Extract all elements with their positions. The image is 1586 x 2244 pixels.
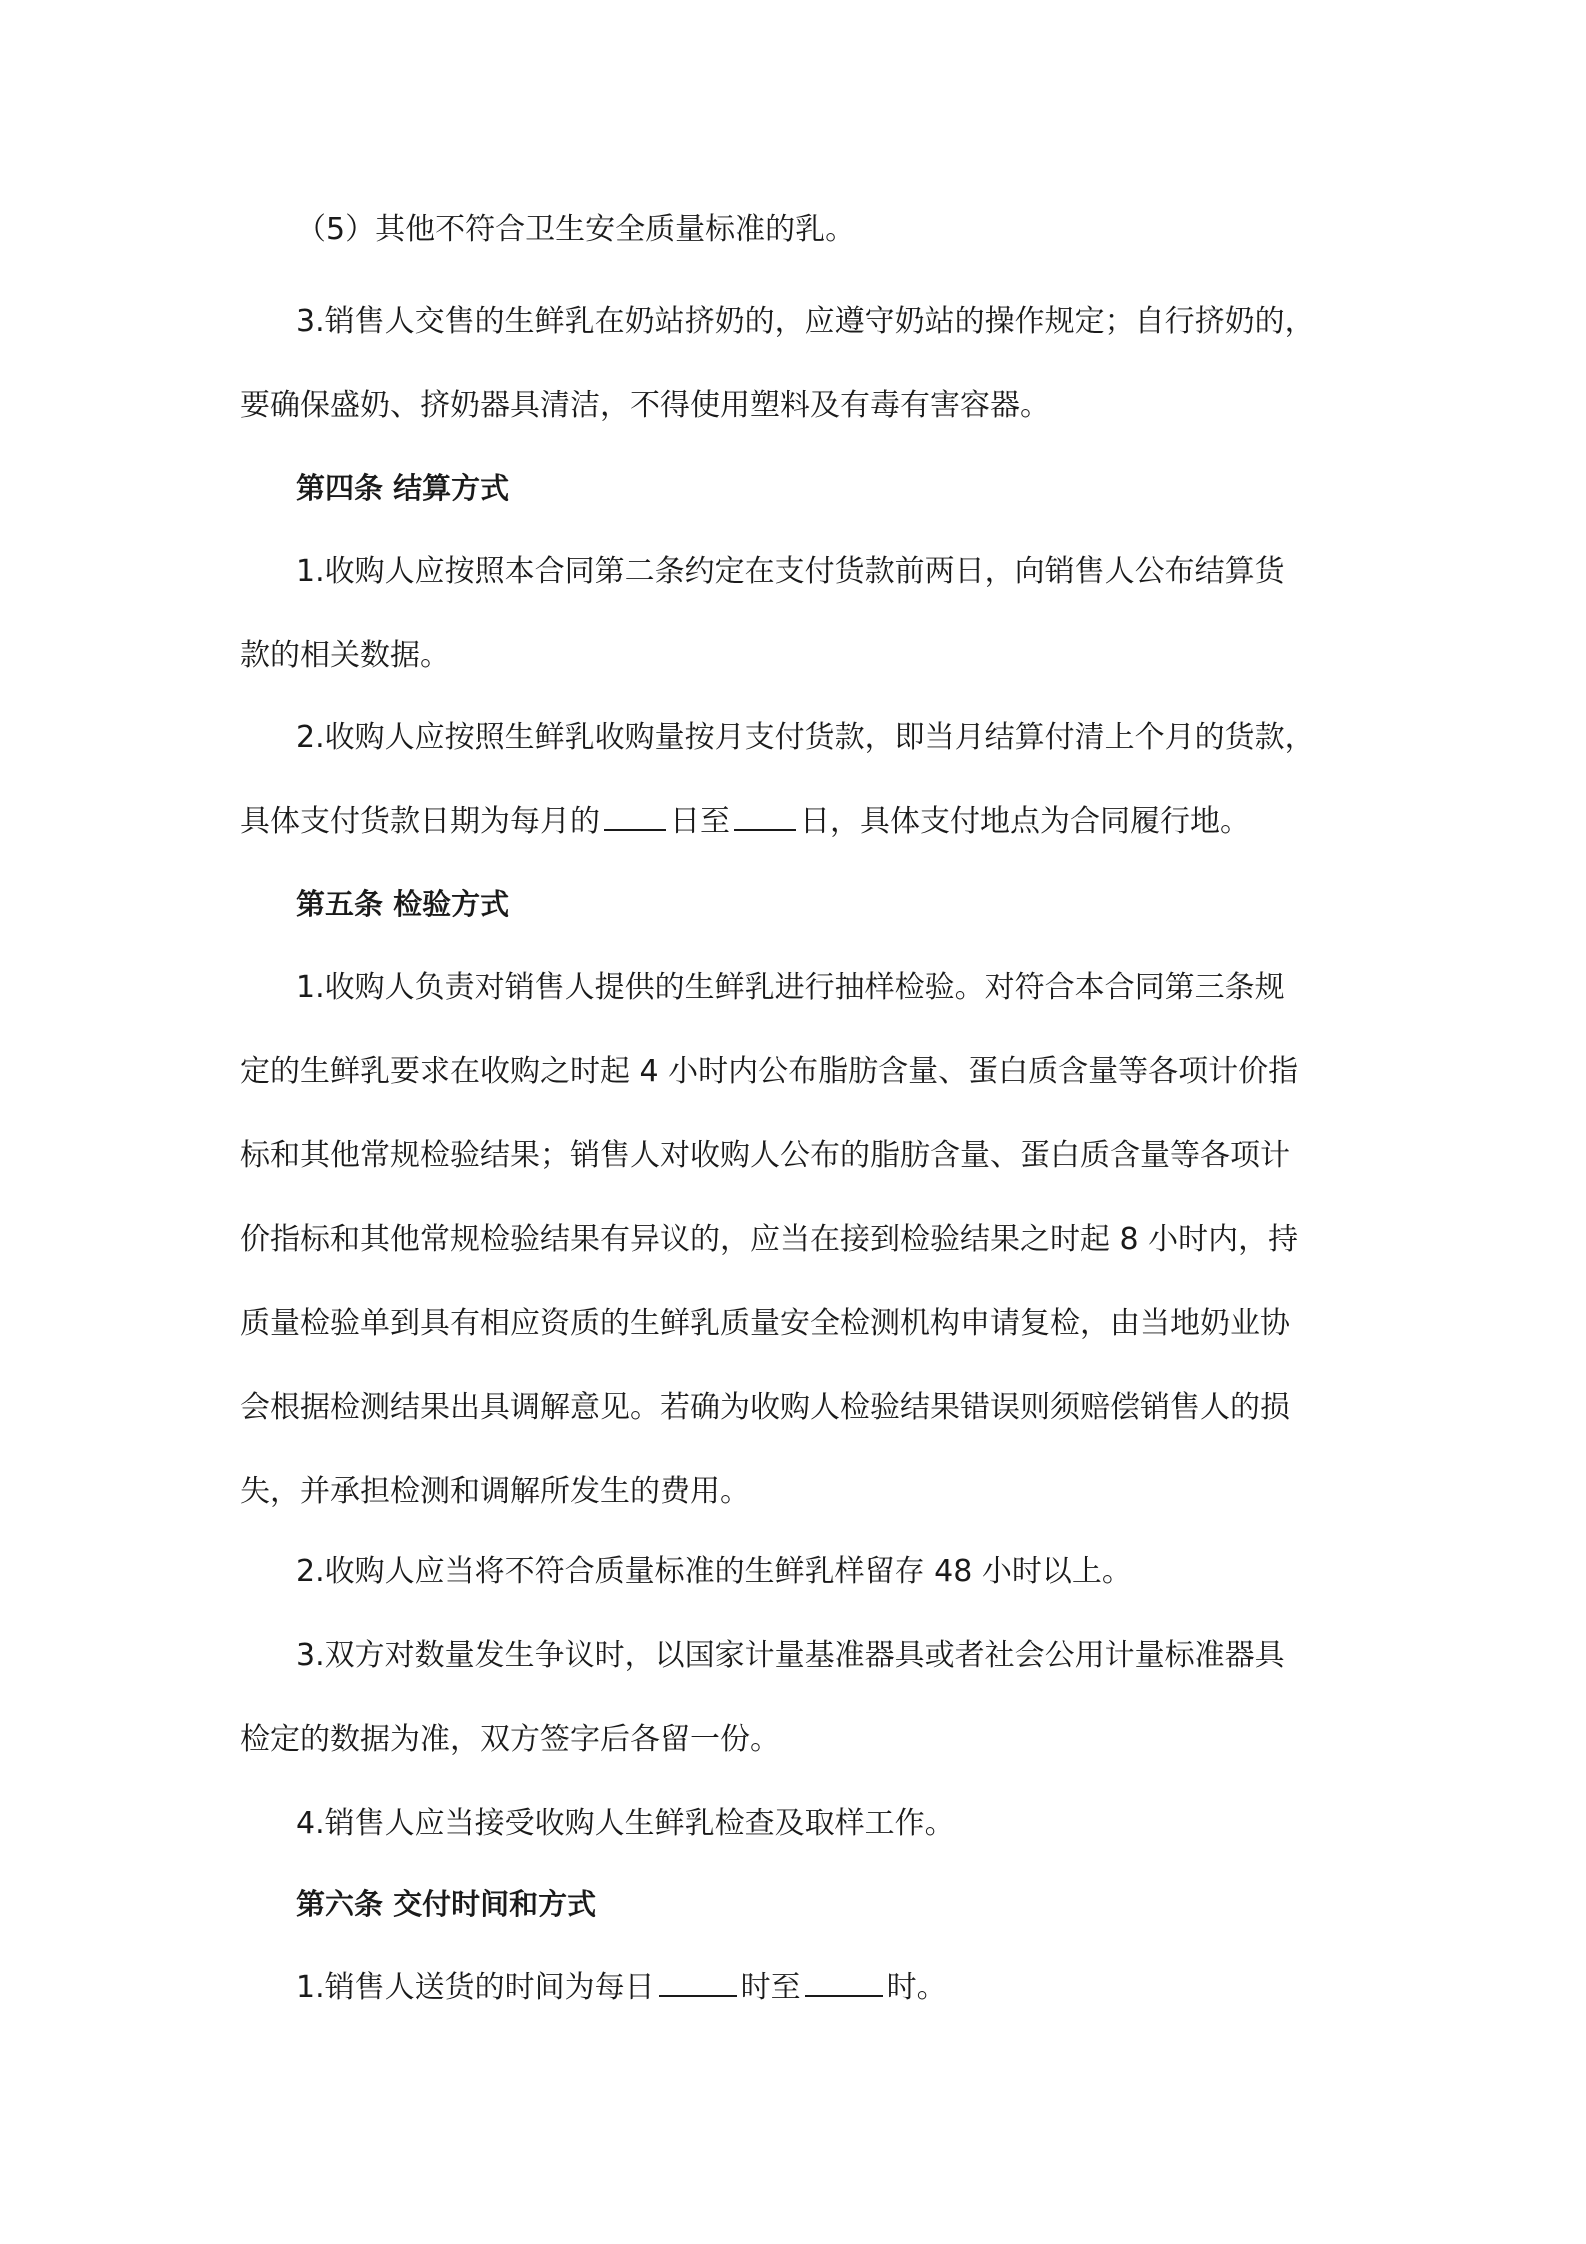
text-line: 失，并承担检测和调解所发生的费用。	[240, 1474, 750, 1509]
text-line: 价指标和其他常规检验结果有异议的，应当在接到检验结果之时起 8 小时内，持	[240, 1222, 1299, 1257]
text-line: 4.销售人应当接受收购人生鲜乳检查及取样工作。	[296, 1806, 955, 1841]
paragraph-3	[240, 280, 1360, 448]
fill-blank	[734, 799, 796, 831]
text-line	[296, 1946, 1416, 2030]
text-line: 检定的数据为准，双方签字后各留一份。	[240, 1722, 780, 1757]
section-heading-5	[240, 862, 1416, 946]
paragraph-settlement-1	[240, 530, 1360, 698]
text-segment: 1.销售人送货的时间为每日	[296, 1970, 655, 2005]
text-line: 1.收购人应按照本合同第二条约定在支付货款前两日，向销售人公布结算货	[296, 554, 1285, 589]
text-line: 3.销售人交售的生鲜乳在奶站挤奶的，应遵守奶站的操作规定；自行挤奶的，	[296, 304, 1315, 339]
text-line: 3.双方对数量发生争议时，以国家计量基准器具或者社会公用计量标准器具	[296, 1638, 1285, 1673]
paragraph-inspection-3	[240, 1614, 1360, 1782]
fill-blank	[805, 1965, 883, 1997]
text-line	[240, 780, 1360, 864]
text-line: 要确保盛奶、挤奶器具清洁，不得使用塑料及有毒有害容器。	[240, 388, 1050, 423]
text-line: 1.收购人负责对销售人提供的生鲜乳进行抽样检验。对符合本合同第三条规	[296, 970, 1285, 1005]
paragraph-inspection-1	[240, 946, 1360, 1534]
text-line: 定的生鲜乳要求在收购之时起 4 小时内公布脂肪含量、蛋白质含量等各项计价指	[240, 1054, 1299, 1089]
heading-text: 第六条 交付时间和方式	[296, 1887, 597, 1921]
text-segment: 日至	[670, 804, 730, 839]
section-heading-4	[240, 446, 1416, 530]
paragraph-inspection-2	[240, 1530, 1416, 1614]
text-line: 2.收购人应按照生鲜乳收购量按月支付货款，即当月结算付清上个月的货款，	[296, 720, 1315, 755]
text-segment: 日，具体支付地点为合同履行地。	[800, 804, 1250, 839]
paragraph-item-5	[240, 188, 1416, 272]
section-heading-6	[240, 1862, 1416, 1946]
paragraph-settlement-2	[240, 696, 1360, 864]
paragraph-delivery-1	[240, 1946, 1416, 2030]
text-line: 标和其他常规检验结果；销售人对收购人公布的脂肪含量、蛋白质含量等各项计	[240, 1138, 1290, 1173]
text-segment: 时。	[886, 1970, 947, 2005]
text-line: 2.收购人应当将不符合质量标准的生鲜乳样留存 48 小时以上。	[296, 1554, 1132, 1589]
fill-blank	[659, 1965, 737, 1997]
paragraph-inspection-4	[240, 1782, 1416, 1866]
text-line: （5）其他不符合卫生安全质量标准的乳。	[296, 212, 856, 247]
text-line: 款的相关数据。	[240, 638, 450, 673]
text-line: 质量检验单到具有相应资质的生鲜乳质量安全检测机构申请复检，由当地奶业协	[240, 1306, 1290, 1341]
fill-blank	[604, 799, 666, 831]
text-segment: 时至	[740, 1970, 801, 2005]
text-line: 会根据检测结果出具调解意见。若确为收购人检验结果错误则须赔偿销售人的损	[240, 1390, 1290, 1425]
heading-text: 第四条 结算方式	[296, 471, 510, 505]
heading-text: 第五条 检验方式	[296, 887, 510, 921]
text-segment: 具体支付货款日期为每月的	[240, 804, 600, 839]
